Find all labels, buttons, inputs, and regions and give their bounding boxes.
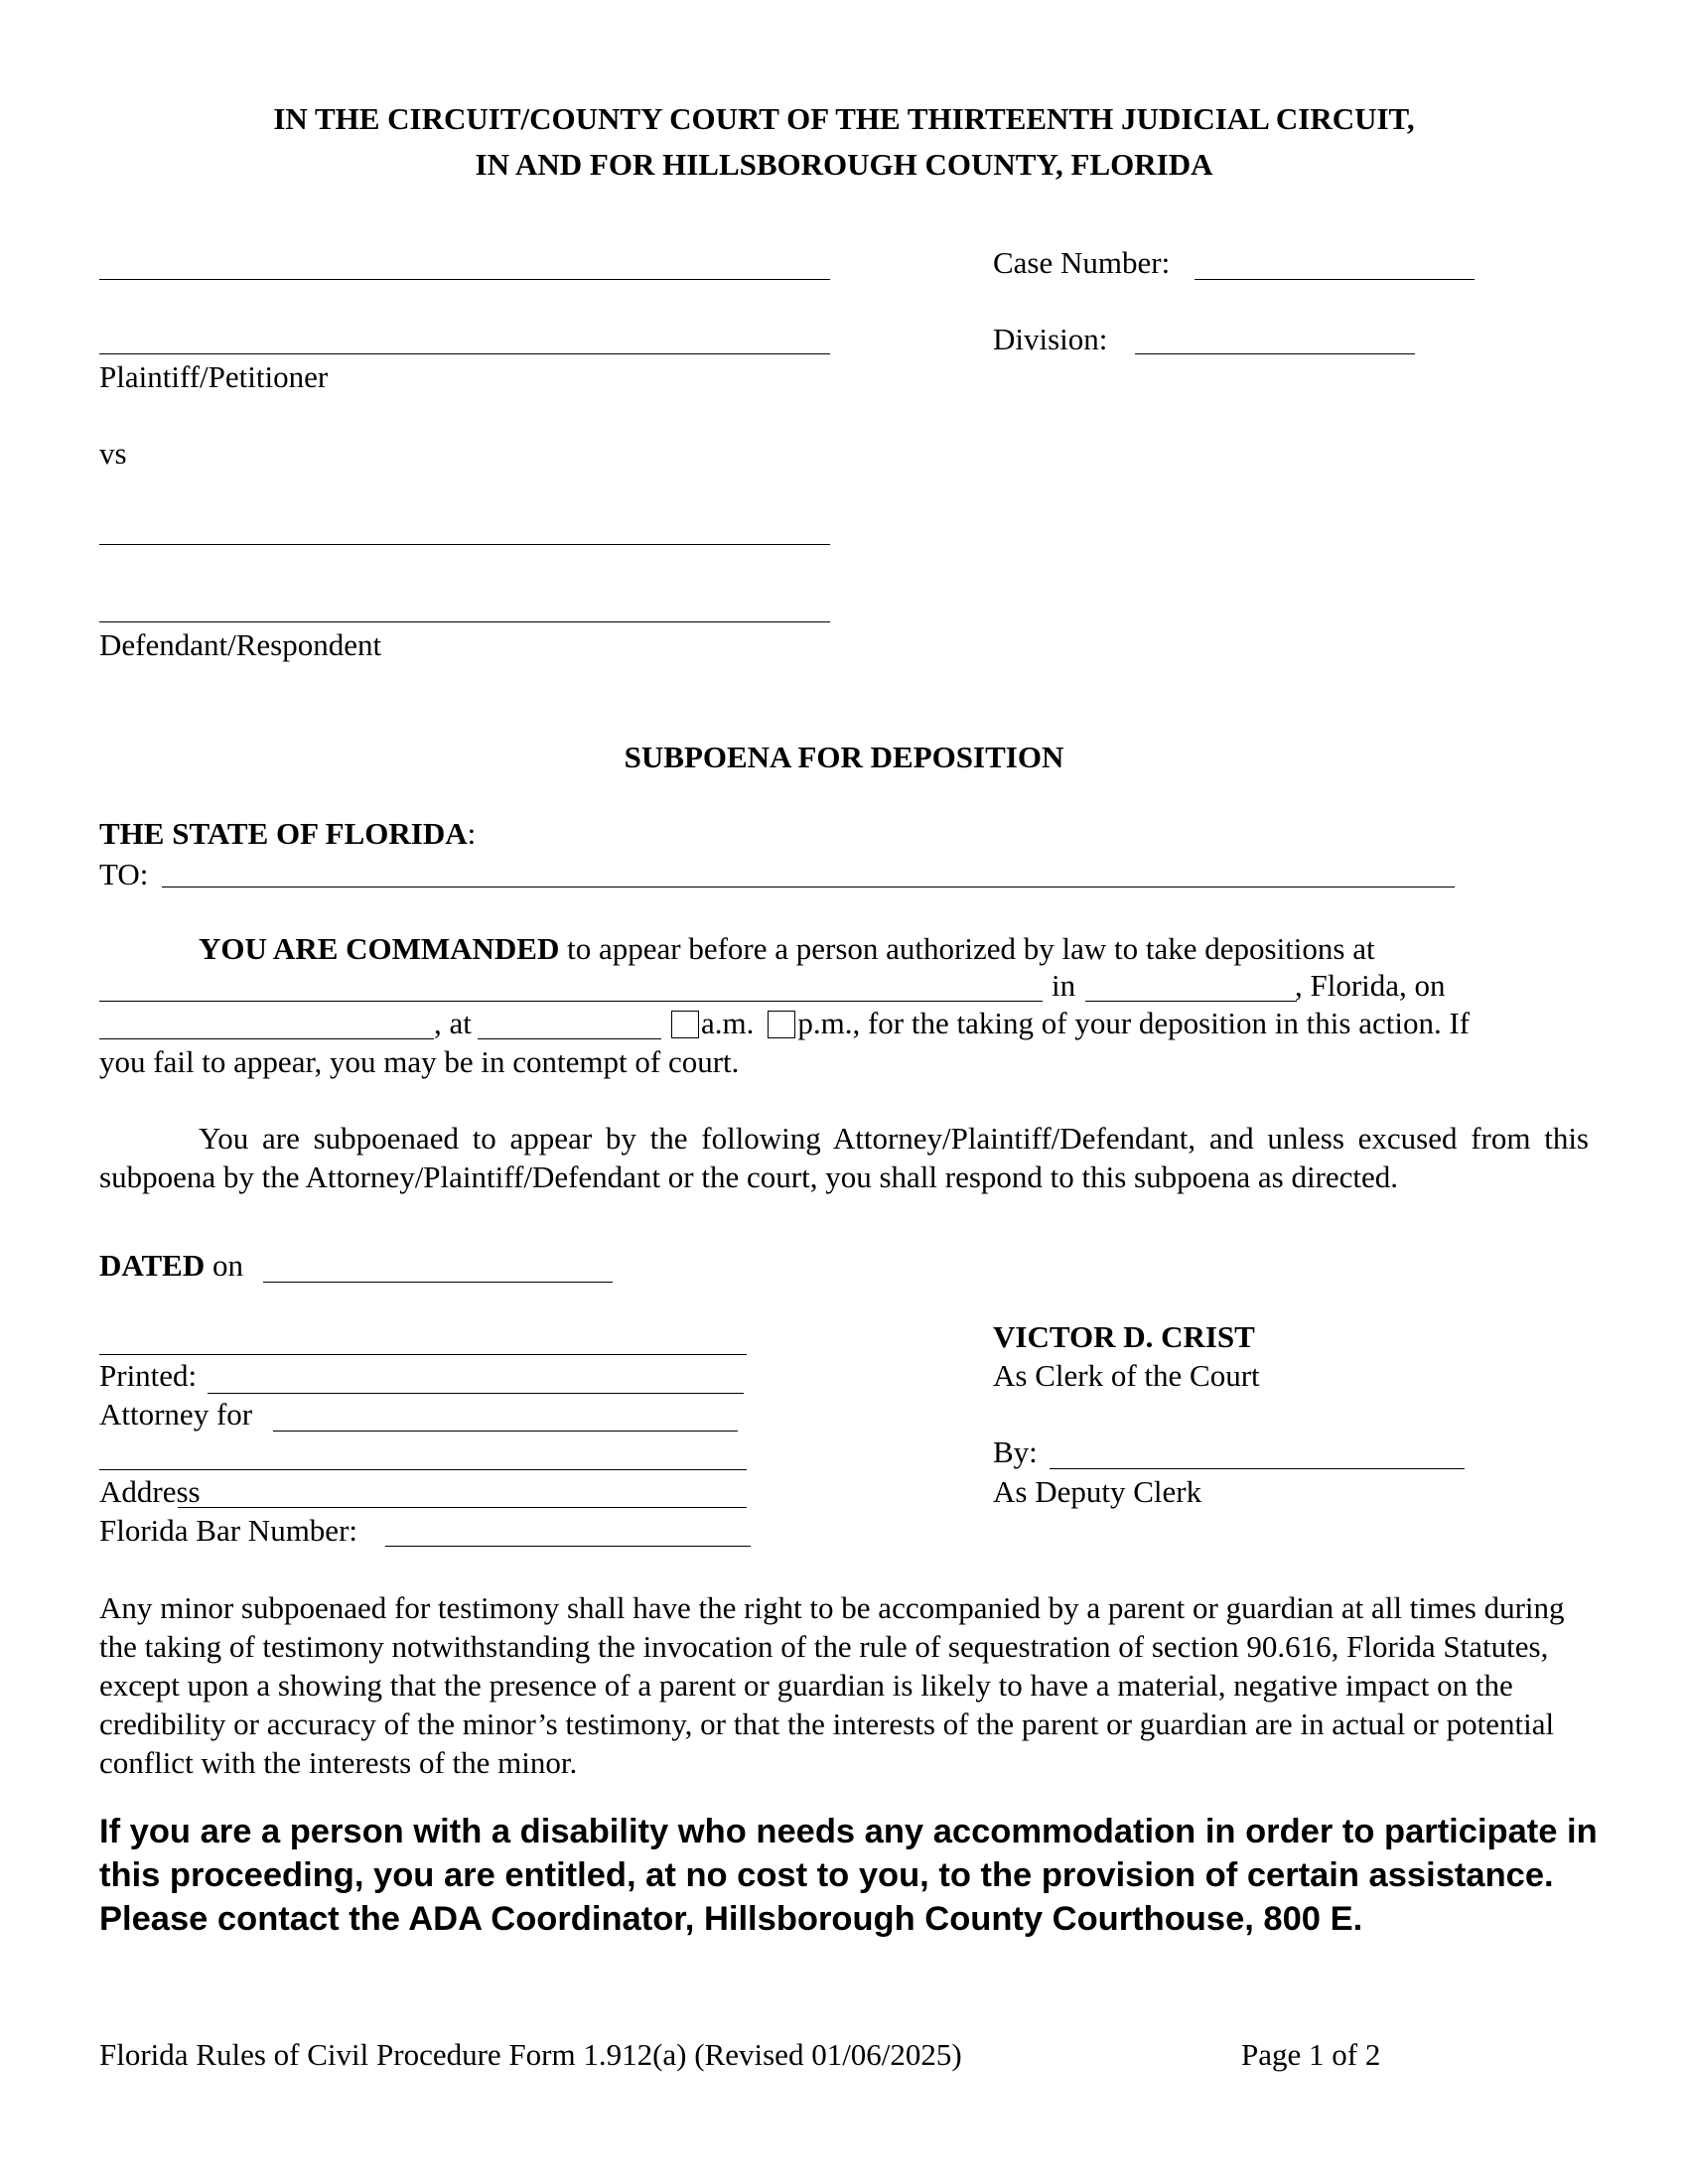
attorney-for-field[interactable]	[273, 1431, 738, 1432]
clerk-name: VICTOR D. CRIST	[993, 1319, 1255, 1354]
document-title: SUBPOENA FOR DEPOSITION	[624, 740, 1064, 774]
deposition-location-field[interactable]	[99, 1001, 1043, 1002]
clerk-title: As Clerk of the Court	[993, 1358, 1260, 1393]
plaintiff-label: Plaintiff/Petitioner	[99, 359, 329, 394]
subpoenaed-paragraph: You are subpoenaed to appear by the following Attorney/Plaintiff/Defendant, and unless excused from this subpoena by the Attorney/Plaintiff/Defendant or the court, you shall respond to this subpoena as directed.	[99, 1121, 1589, 1194]
deputy-clerk-label: As Deputy Clerk	[993, 1474, 1202, 1509]
command-line-3: you fail to appear, you may be in contempt of court.	[99, 1044, 740, 1079]
plaintiff-line-1[interactable]	[99, 279, 830, 280]
court-heading-line2: IN AND FOR HILLSBOROUGH COUNTY, FLORIDA	[475, 147, 1213, 182]
at-label: , at	[434, 1006, 472, 1040]
case-number-label: Case Number:	[993, 245, 1171, 280]
state-colon: :	[467, 816, 477, 851]
pm-checkbox[interactable]	[768, 1011, 795, 1038]
command-line-1	[199, 931, 1375, 967]
address-label: Address	[99, 1474, 201, 1509]
to-label: TO:	[99, 857, 149, 891]
by-label: By:	[993, 1434, 1038, 1469]
address-line-1[interactable]	[99, 1469, 747, 1470]
ada-notice: If you are a person with a disability who needs any accommodation in order to participate in this proceeding, you are entitled, at no cost to you, to the provision of certain assistance. Please contact the ADA Coordinator, Hillsborough County Courthouse, 800 E.	[99, 1813, 1598, 1938]
pm-label: p.m., for the taking of your deposition in this action. If	[797, 1006, 1471, 1040]
command-bold: YOU ARE COMMANDED	[199, 931, 560, 966]
am-pm-row	[671, 1006, 1470, 1041]
plaintiff-line-2[interactable]	[99, 353, 830, 354]
division-label: Division:	[993, 322, 1108, 356]
bar-number-field[interactable]	[385, 1546, 751, 1547]
footer-form-name: Florida Rules of Civil Procedure Form 1.912(a) (Revised 01/06/2025)	[99, 2037, 962, 2072]
division-field[interactable]	[1135, 353, 1415, 354]
defendant-label: Defendant/Respondent	[99, 627, 382, 662]
city-field[interactable]	[1085, 1001, 1297, 1002]
state-label: THE STATE OF FLORIDA	[99, 816, 468, 851]
vs-label: vs	[99, 436, 127, 471]
printed-name-field[interactable]	[208, 1393, 744, 1394]
command-text: to appear before a person authorized by law to take depositions at	[559, 931, 1375, 966]
dated-bold: DATED	[99, 1248, 206, 1283]
deputy-signature-field[interactable]	[1050, 1468, 1465, 1469]
state-of-florida-heading	[99, 816, 476, 852]
am-label: a.m.	[701, 1006, 755, 1040]
footer-page-number: Page 1 of 2	[1241, 2037, 1381, 2072]
defendant-line-2[interactable]	[99, 621, 830, 622]
time-field[interactable]	[478, 1038, 661, 1039]
attorney-signature-line[interactable]	[99, 1354, 747, 1355]
in-label: in	[1052, 968, 1076, 1003]
dated-label	[99, 1248, 243, 1284]
address-field[interactable]	[178, 1507, 747, 1508]
dated-field[interactable]	[263, 1282, 613, 1283]
date-field[interactable]	[99, 1038, 434, 1039]
dated-on: on	[205, 1248, 243, 1283]
defendant-line-1[interactable]	[99, 544, 830, 545]
am-checkbox[interactable]	[671, 1011, 699, 1038]
minor-testimony-paragraph: Any minor subpoenaed for testimony shall have the right to be accompanied by a parent or guardian at all times during the taking of testimony notwithstanding the invocation of the rule of sequestration of section 90.616, Florida Statutes, except upon a showing that the presence of a parent or guardian is likely to have a material, negative impact on the credibility or accuracy of the minor’s testimony, or that the interests of the parent or guardian are in actual or potential conflict with the interests of the minor.	[99, 1590, 1565, 1780]
bar-number-label: Florida Bar Number:	[99, 1513, 358, 1548]
printed-label: Printed:	[99, 1358, 198, 1393]
case-number-field[interactable]	[1195, 279, 1475, 280]
attorney-for-label: Attorney for	[99, 1397, 253, 1432]
florida-on-label: , Florida, on	[1295, 968, 1446, 1003]
court-heading-line1: IN THE CIRCUIT/COUNTY COURT OF THE THIRTEENTH JUDICIAL CIRCUIT,	[273, 101, 1415, 136]
